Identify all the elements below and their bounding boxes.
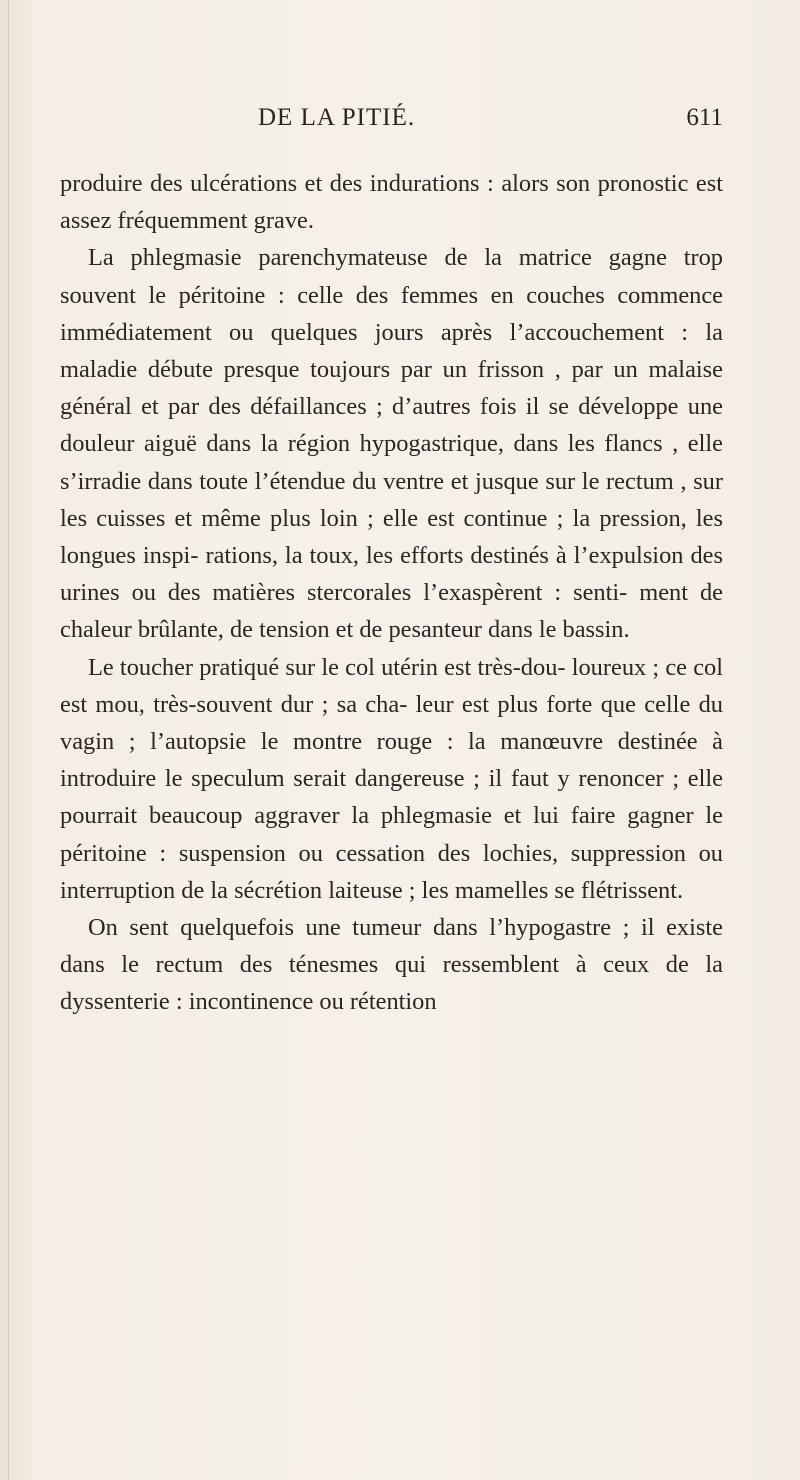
body-text [60,165,723,1021]
paragraph: Le toucher pratiqué sur le col utérin est très-dou- loureux ; ce col est mou, très-souvent dur ; sa cha- leur est plus forte que celle du vagin ; l’autopsie le montre rouge : la manœuvre destinée à introduire le speculum serait dangereuse ; il faut y renoncer ; elle pourrait beaucoup aggraver la phlegmasie et lui faire gagner le péritoine : suspension ou cessation des lochies, suppression ou interruption de la sécrétion laiteuse ; les mamelles se flétrissent. [60,653,723,904]
paragraph: La phlegmasie parenchymateuse de la matrice gagne trop souvent le péritoine : celle des femmes en couches commence immédiatement ou quelques jours après l’accouchement : la maladie débute presque toujours par un frisson , par un malaise général et par des défaillances ; d’autres fois il se développe une douleur aiguë dans la région hypogastrique, dans les flancs , elle s’irradie dans toute l’étendue du ventre et jusque sur le rectum , sur les cuisses et même plus loin ; elle est continue ; la pression, les longues inspi- rations, la toux, les efforts destinés à l’expulsion des urines ou des matières stercorales l’exaspèrent : senti- ment de chaleur brûlante, de tension et de pesanteur dans le bassin. [60,244,723,644]
page-edge [8,0,9,1480]
paragraph: On sent quelquefois une tumeur dans l’hypogastre ; il existe dans le rectum des ténesmes qui ressemblent à ceux de la dyssenterie : incontinence ou rétention [60,914,723,1016]
page-number: 611 [686,104,723,131]
running-title: DE LA PITIÉ. [258,104,416,131]
paragraph: produire des ulcérations et des indurations : alors son pronostic est assez fréquemment grave. [60,170,723,235]
page-header [258,104,723,140]
